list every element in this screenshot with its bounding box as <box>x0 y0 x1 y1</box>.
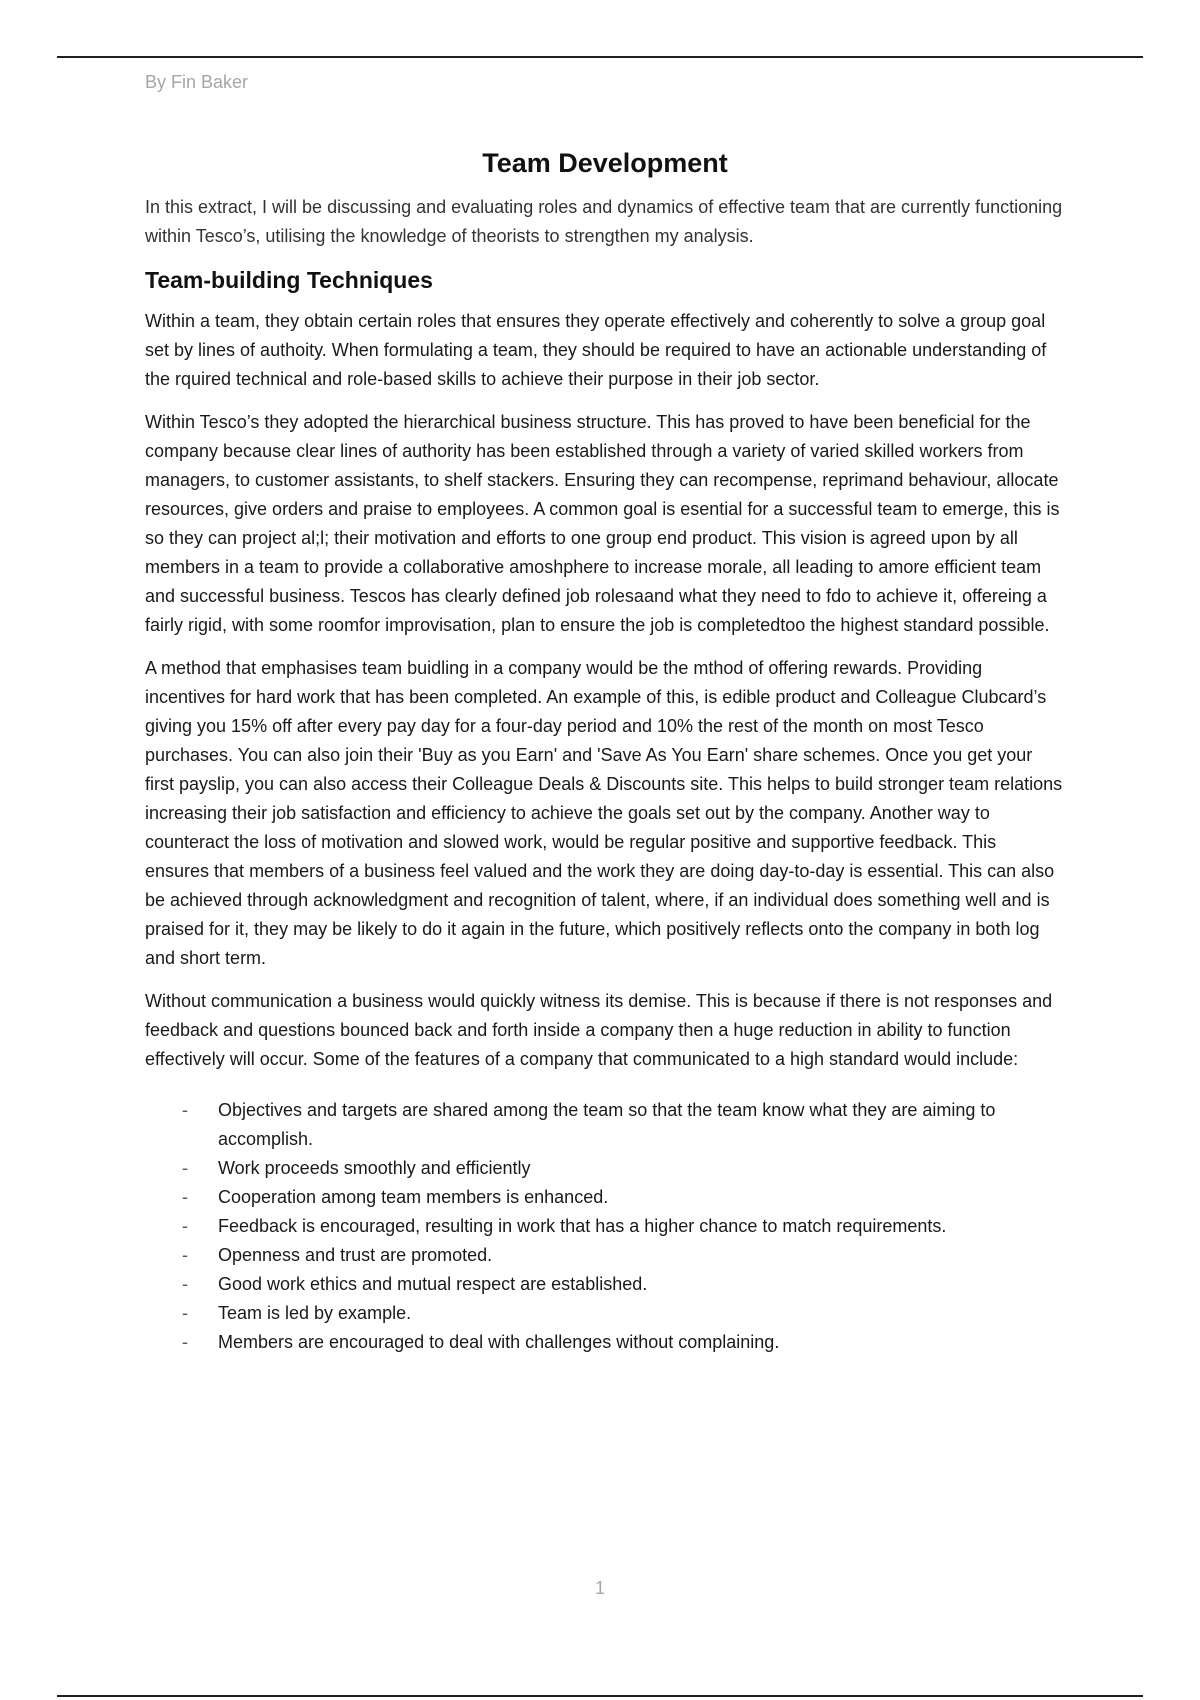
list-item <box>145 1328 1065 1357</box>
body-paragraph: Without communication a business would quickly witness its demise. This is because if there is not responses and feedback and questions bounced back and forth inside a company then a huge reduction in ability to function effectively will occur. Some of the features of a company that communicated to a high standard would include: <box>145 991 1053 1069</box>
list-item-text: Work proceeds smoothly and efficiently <box>218 1158 531 1178</box>
document-body <box>145 145 1065 1357</box>
list-item-text: Objectives and targets are shared among the team so that the team know what they are aiming to accomplish. <box>218 1100 996 1149</box>
list-item <box>145 1299 1065 1328</box>
page-number: 1 <box>594 1578 605 1598</box>
body-paragraph: Within Tesco’s they adopted the hierarchical business structure. This has proved to have been beneficial for the company because clear lines of authority has been established through a variety of varied skilled workers from managers, to customer assistants, to shelf stackers. Ensuring they can recompense, reprimand behaviour, allocate resources, give orders and praise to employees. A common goal is esential for a successful team to emerge, this is so they can project al;l; their motivation and efforts to one group end product. This vision is agreed upon by all members in a team to provide a collaborative amoshphere to increase morale, all leading to amore efficient team and successful business. Tescos has clearly defined job rolesaand what they need to fdo to achieve it, offereing a fairly rigid, with some roomfor improvisation, plan to ensure the job is completedtoo the highest standard possible. <box>145 412 1060 635</box>
features-list <box>145 1096 1065 1357</box>
list-item <box>145 1154 1065 1183</box>
footer-rule <box>57 1695 1143 1697</box>
intro-paragraph: In this extract, I will be discussing and evaluating roles and dynamics of effective team that are currently functioning within Tesco’s, utilising the knowledge of theorists to strengthen my analysis. <box>145 197 1063 246</box>
header-rule <box>57 56 1143 58</box>
list-item-text: Openness and trust are promoted. <box>218 1245 493 1265</box>
dash-bullet-icon: - <box>182 1274 188 1294</box>
list-item <box>145 1270 1065 1299</box>
body-paragraph: A method that emphasises team buidling in a company would be the mthod of offering rewards. Providing incentives for hard work that has been completed. An example of this, is edible product and Colleague Clubcard’s giving you 15% off after every pay day for a four-day period and 10% the rest of the month on most Tesco purchases. You can also join their 'Buy as you Earn' and 'Save As You Earn' share schemes. Once you get your first payslip, you can also access their Colleague Deals & Discounts site. This helps to build stronger team relations increasing their job satisfaction and efficiency to achieve the goals set out by the company. Another way to counteract the loss of motivation and slowed work, would be regular positive and supportive feedback. This ensures that members of a business feel valued and the work they are doing day-to-day is essential. This can also be achieved through acknowledgment and recognition of talent, where, if an individual does something well and is praised for it, they may be likely to do it again in the future, which positively reflects onto the company in both log and short term. <box>145 658 1063 968</box>
section-heading: Team-building Techniques <box>145 267 433 293</box>
dash-bullet-icon: - <box>182 1303 188 1323</box>
dash-bullet-icon: - <box>182 1245 188 1265</box>
author-byline: By Fin Baker <box>145 72 249 92</box>
list-item-text: Feedback is encouraged, resulting in work that has a higher chance to match requirements. <box>218 1216 947 1236</box>
document-title: Team Development <box>482 148 728 178</box>
dash-bullet-icon: - <box>182 1100 188 1120</box>
dash-bullet-icon: - <box>182 1158 188 1178</box>
list-item-text: Members are encouraged to deal with challenges without complaining. <box>218 1332 780 1352</box>
list-item <box>145 1212 1065 1241</box>
body-paragraph: Within a team, they obtain certain roles that ensures they operate effectively and coherently to solve a group goal set by lines of authoity. When formulating a team, they should be required to have an actionable understanding of the rquired technical and role-based skills to achieve their purpose in their job sector. <box>145 311 1047 389</box>
dash-bullet-icon: - <box>182 1187 188 1207</box>
list-item-text: Good work ethics and mutual respect are established. <box>218 1274 648 1294</box>
list-item-text: Team is led by example. <box>218 1303 412 1323</box>
dash-bullet-icon: - <box>182 1332 188 1352</box>
list-item-text: Cooperation among team members is enhanced. <box>218 1187 609 1207</box>
list-item <box>145 1241 1065 1270</box>
list-item <box>145 1183 1065 1212</box>
list-item <box>145 1096 1065 1154</box>
dash-bullet-icon: - <box>182 1216 188 1236</box>
